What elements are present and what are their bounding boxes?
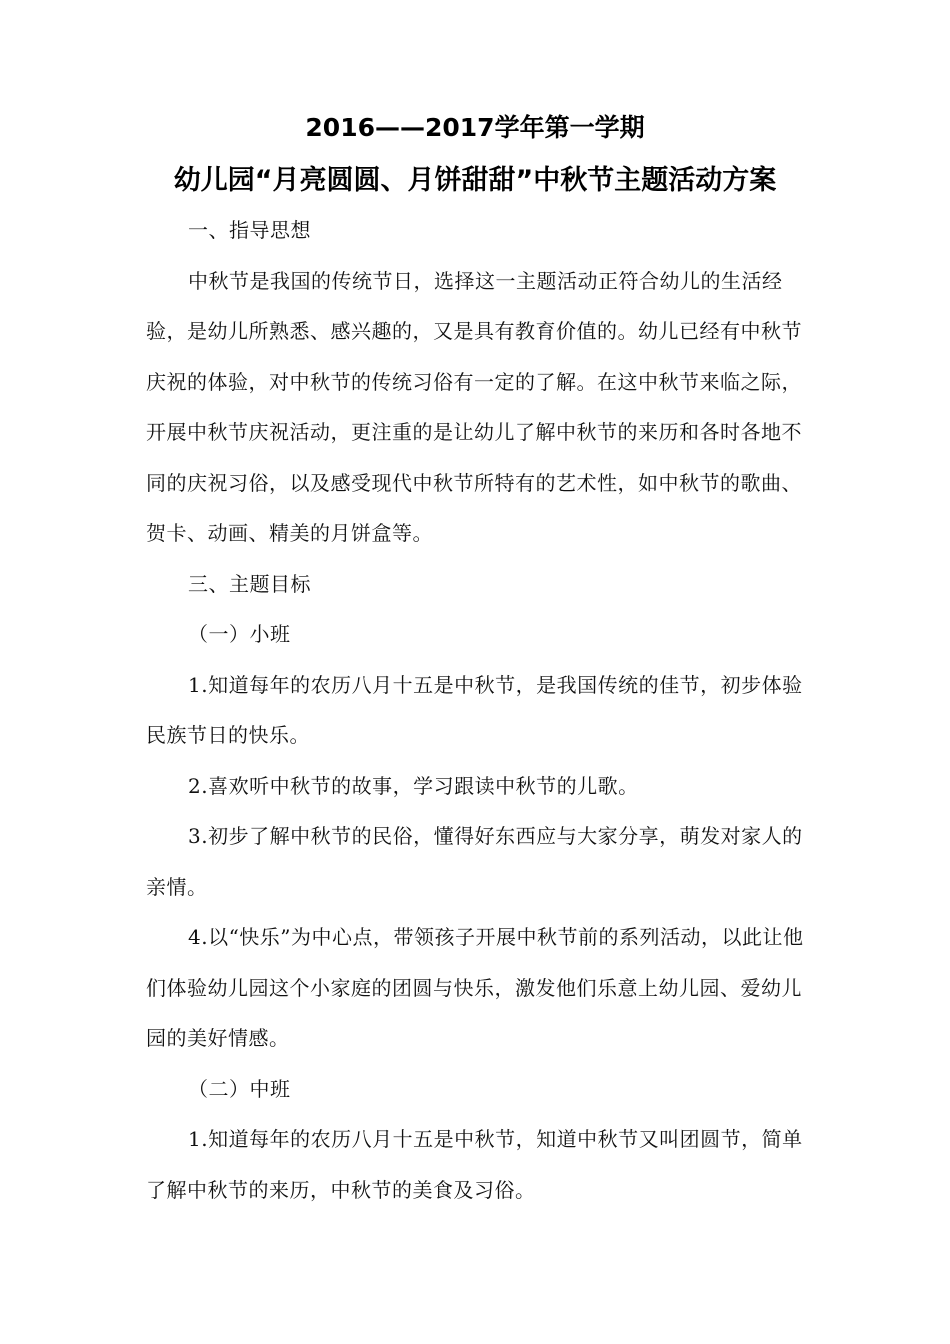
list-item-small-class-1: 1.知道每年的农历八月十五是中秋节，是我国传统的佳节，初步体验民族节日的快乐。 bbox=[146, 672, 803, 747]
section-heading-theme-goals: 三、主题目标 bbox=[188, 571, 311, 596]
subheading-middle-class: （二）中班 bbox=[188, 1076, 291, 1101]
section-heading-guiding-ideology: 一、指导思想 bbox=[188, 218, 311, 242]
list-item-middle-class-1: 1.知道每年的农历八月十五是中秋节，知道中秋节又叫团圆节，简单了解中秋节的来历，中秋节的美食及习俗。 bbox=[146, 1127, 803, 1202]
document-body bbox=[146, 205, 806, 1215]
document-title-main: 幼儿园“月亮圆圆、月饼甜甜”中秋节主题活动方案 bbox=[173, 165, 777, 196]
list-item-small-class-2: 2.喜欢听中秋节的故事，学习跟读中秋节的儿歌。 bbox=[188, 773, 639, 798]
paragraph-guiding-ideology: 中秋节是我国的传统节日，选择这一主题活动正符合幼儿的生活经验，是幼儿所熟悉、感兴趣的，又是具有教育价值的。幼儿已经有中秋节庆祝的体验，对中秋节的传统习俗有一定的了解。在这中秋节来临之际，开展中秋节庆祝活动，更注重的是让幼儿了解中秋节的来历和各时各地不同的庆祝习俗，以及感受现代中秋节所特有的艺术性，如中秋节的歌曲、贺卡、动画、精美的月饼盒等。 bbox=[146, 268, 802, 545]
list-item-small-class-4: 4.以“快乐”为中心点，带领孩子开展中秋节前的系列活动，以此让他们体验幼儿园这个小家庭的团圆与快乐，激发他们乐意上幼儿园、爱幼儿园的美好情感。 bbox=[146, 925, 804, 1050]
document-title-term: 2016——2017学年第一学期 bbox=[305, 113, 645, 142]
subheading-small-class: （一）小班 bbox=[188, 622, 291, 646]
list-item-small-class-3: 3.初步了解中秋节的民俗，懂得好东西应与大家分享，萌发对家人的亲情。 bbox=[146, 824, 803, 899]
